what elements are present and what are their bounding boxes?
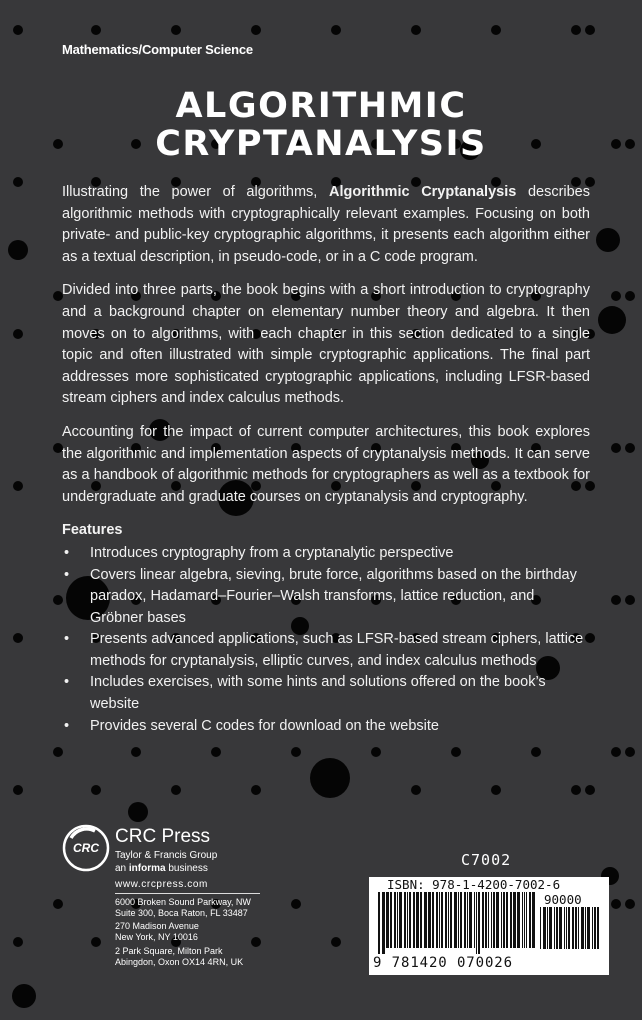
background-dot <box>611 747 621 757</box>
barcode-bar <box>566 907 567 949</box>
background-dot <box>611 899 621 909</box>
barcode-bar <box>432 892 434 948</box>
p1-rest: describes algorithmic methods with cryptographically relevant examples. Focusing on both private- and public-key cryptographic algorithms, it presents each algorithm either as a textual description, in pseudo-code, or in a C code program. <box>62 184 591 265</box>
background-dot <box>585 785 595 795</box>
background-dot <box>13 481 23 491</box>
barcode-bar <box>501 892 502 948</box>
background-dot <box>13 785 23 795</box>
barcode-bar <box>467 892 468 948</box>
barcode-bar <box>491 892 492 948</box>
background-dot <box>13 25 23 35</box>
address-line: 2 Park Square, Milton Park <box>115 946 223 956</box>
barcode-bar <box>529 892 531 948</box>
address-line: 270 Madison Avenue <box>115 921 199 931</box>
barcode-bar <box>399 892 402 948</box>
barcode-bar <box>506 892 508 948</box>
barcode-bar <box>510 892 512 948</box>
background-dot <box>251 25 261 35</box>
background-dot <box>171 785 181 795</box>
barcode-bar <box>416 892 419 948</box>
barcode-bar <box>556 907 558 949</box>
background-dot <box>571 785 581 795</box>
feature-item: • Introduces cryptography from a cryptanalytic perspective <box>62 543 590 565</box>
background-dot <box>291 747 301 757</box>
barcode-bar <box>581 907 584 949</box>
background-dot <box>611 595 621 605</box>
barcode-bar <box>578 907 579 949</box>
barcode-bar <box>445 892 447 948</box>
background-dot-large <box>310 758 350 798</box>
barcode-bar <box>409 892 411 948</box>
barcode-bar <box>592 907 593 949</box>
barcode-bar <box>496 892 499 948</box>
barcode-bar <box>439 892 440 948</box>
background-dot-large <box>596 228 620 252</box>
ean-number: 9 781420 070026 <box>373 955 513 971</box>
ean-barcode-bars <box>378 892 536 956</box>
barcode-bar <box>424 892 427 948</box>
barcode-bar <box>394 892 396 948</box>
background-dot <box>625 747 635 757</box>
address-new-york <box>115 921 199 943</box>
category-label: Mathematics/Computer Science <box>62 42 253 57</box>
barcode-bar <box>572 907 574 949</box>
background-dot <box>571 25 581 35</box>
background-dot <box>491 785 501 795</box>
background-dot <box>611 291 621 301</box>
background-dot <box>53 899 63 909</box>
background-dot <box>531 747 541 757</box>
barcode-bar <box>513 892 516 948</box>
barcode-bar <box>448 892 449 948</box>
publisher-name: CRC Press <box>115 826 211 847</box>
barcode-bar <box>503 892 505 948</box>
background-dot <box>625 443 635 453</box>
barcode-bar <box>585 907 586 949</box>
barcode-bar <box>390 892 392 948</box>
price-code: 90000 <box>544 892 582 907</box>
background-dot <box>13 177 23 187</box>
barcode-bar <box>413 892 415 948</box>
background-dot <box>371 747 381 757</box>
feature-item: • Includes exercises, with some hints and solutions offered on the book’s website <box>62 672 590 715</box>
tag-informa: informa <box>128 863 166 874</box>
barcode-bar <box>575 907 577 949</box>
url-divider <box>115 893 260 894</box>
barcode-bar <box>485 892 487 948</box>
tag-prefix: an <box>115 863 129 874</box>
address-uk <box>115 946 243 968</box>
background-dot <box>411 785 421 795</box>
barcode-bar <box>476 892 477 954</box>
barcode-bar <box>460 892 462 948</box>
background-dot <box>291 899 301 909</box>
barcode-bar <box>454 892 457 948</box>
background-dot <box>585 25 595 35</box>
barcode-bar <box>587 907 590 949</box>
description-block <box>62 182 590 737</box>
barcode-bar <box>469 892 472 948</box>
background-dot <box>13 329 23 339</box>
barcode-bar <box>564 907 565 949</box>
isbn-text: ISBN: 978-1-4200-7002-6 <box>387 877 561 892</box>
barcode-bar <box>474 892 475 948</box>
barcode-bar <box>382 892 385 954</box>
barcode-bar <box>597 907 599 949</box>
background-dot <box>91 25 101 35</box>
barcode-bar <box>436 892 438 948</box>
background-dot <box>251 937 261 947</box>
barcode-bar <box>493 892 495 948</box>
background-dot-large <box>128 802 148 822</box>
barcode-bar <box>397 892 398 948</box>
barcode-bar <box>594 907 596 949</box>
background-dot <box>53 747 63 757</box>
barcode-bar <box>540 907 541 949</box>
barcode-bar <box>482 892 484 948</box>
barcode-bar <box>568 907 570 949</box>
background-dot <box>625 899 635 909</box>
tag-suffix: business <box>165 863 208 874</box>
barcode-bar <box>458 892 459 948</box>
p1-book-title: Algorithmic Cryptanalysis <box>328 184 517 200</box>
feature-item: • Presents advanced applications, such as LFSR-based stream ciphers, lattice methods for cryptanalysis, elliptic curves, and index calculus methods <box>62 629 590 672</box>
barcode-bar <box>441 892 443 948</box>
feature-item: • Covers linear algebra, sieving, brute force, algorithms based on the birthday paradox, Hadamard–Fourier–Walsh transforms, lattice reduction, and Gröbner bases <box>62 565 590 630</box>
crc-logo-text: CRC <box>73 841 99 855</box>
background-dot <box>13 633 23 643</box>
features-heading: Features <box>62 522 123 539</box>
description-paragraph-2: Divided into three parts, the book begins with a short introduction to cryptography and a background chapter on elementary number theory and algebra. It then moves on to algorithms, with each chapter in this section dedicated to a single topic and often illustrated with simple cryptographic applications. The final part addresses more sophisticated cryptographic applications, including LFSR-based stream ciphers and index calculus methods. <box>62 282 590 407</box>
address-line: New York, NY 10016 <box>115 932 198 942</box>
background-dot <box>171 25 181 35</box>
background-dot-large <box>12 984 36 1008</box>
background-dot <box>91 937 101 947</box>
background-dot-large <box>598 306 626 334</box>
barcode-bar <box>526 892 527 948</box>
address-line: Suite 300, Boca Raton, FL 33487 <box>115 908 248 918</box>
publisher-group: Taylor & Francis Group <box>115 850 218 861</box>
barcode-bar <box>407 892 408 948</box>
background-dot <box>91 785 101 795</box>
publisher-url[interactable]: www.crcpress.com <box>115 879 208 890</box>
address-line: Abingdon, Oxon OX14 4RN, UK <box>115 957 244 967</box>
barcode-bar <box>420 892 422 948</box>
address-florida <box>115 897 251 919</box>
background-dot <box>411 25 421 35</box>
barcode-bar <box>549 907 552 949</box>
barcode-bar <box>386 892 389 948</box>
background-dot <box>331 937 341 947</box>
background-dot <box>451 747 461 757</box>
barcode-bar <box>559 907 562 949</box>
barcode-bar <box>428 892 431 948</box>
barcode-bar <box>522 892 523 948</box>
barcode-bar <box>517 892 520 948</box>
background-dot <box>211 747 221 757</box>
description-paragraph-3: Accounting for the impact of current computer architectures, this book explores the algorithmic and implementation aspects of cryptanalysis methods. It can serve as a handbook of algorithmic methods for cryptographers as well as a textbook for undergraduate and graduate courses on cryptanalysis and cryptography. <box>62 423 590 505</box>
background-dot <box>625 291 635 301</box>
barcode-bar <box>543 907 546 949</box>
background-dot <box>13 937 23 947</box>
background-dot <box>331 25 341 35</box>
publisher-tagline <box>115 863 208 874</box>
description-paragraph-1 <box>62 182 590 268</box>
barcode-bar <box>488 892 489 948</box>
price-barcode-bars <box>540 907 602 957</box>
background-dot <box>251 785 261 795</box>
barcode-bar <box>404 892 406 948</box>
features-list <box>62 543 590 737</box>
address-line: 6000 Broken Sound Parkway, NW <box>115 897 251 907</box>
background-dot <box>131 747 141 757</box>
crc-logo-icon <box>62 824 110 872</box>
p1-intro: Illustrating the power of algorithms, <box>62 184 329 200</box>
barcode-bar <box>547 907 548 949</box>
background-dot <box>491 25 501 35</box>
barcode-bar <box>524 892 525 948</box>
barcode-bar <box>554 907 555 949</box>
background-dot <box>611 443 621 453</box>
barcode-bar <box>478 892 480 954</box>
barcode-bar <box>532 892 535 948</box>
feature-item: • Provides several C codes for download on the website <box>62 716 590 738</box>
barcode-bar <box>450 892 452 948</box>
catalog-code: C7002 <box>461 851 512 869</box>
barcode-bar <box>378 892 380 954</box>
background-dot <box>625 595 635 605</box>
title-line-1: ALGORITHMIC <box>175 86 467 126</box>
title-line-2: CRYPTANALYSIS <box>155 124 487 164</box>
background-dot-large <box>8 240 28 260</box>
barcode-bar <box>464 892 466 948</box>
